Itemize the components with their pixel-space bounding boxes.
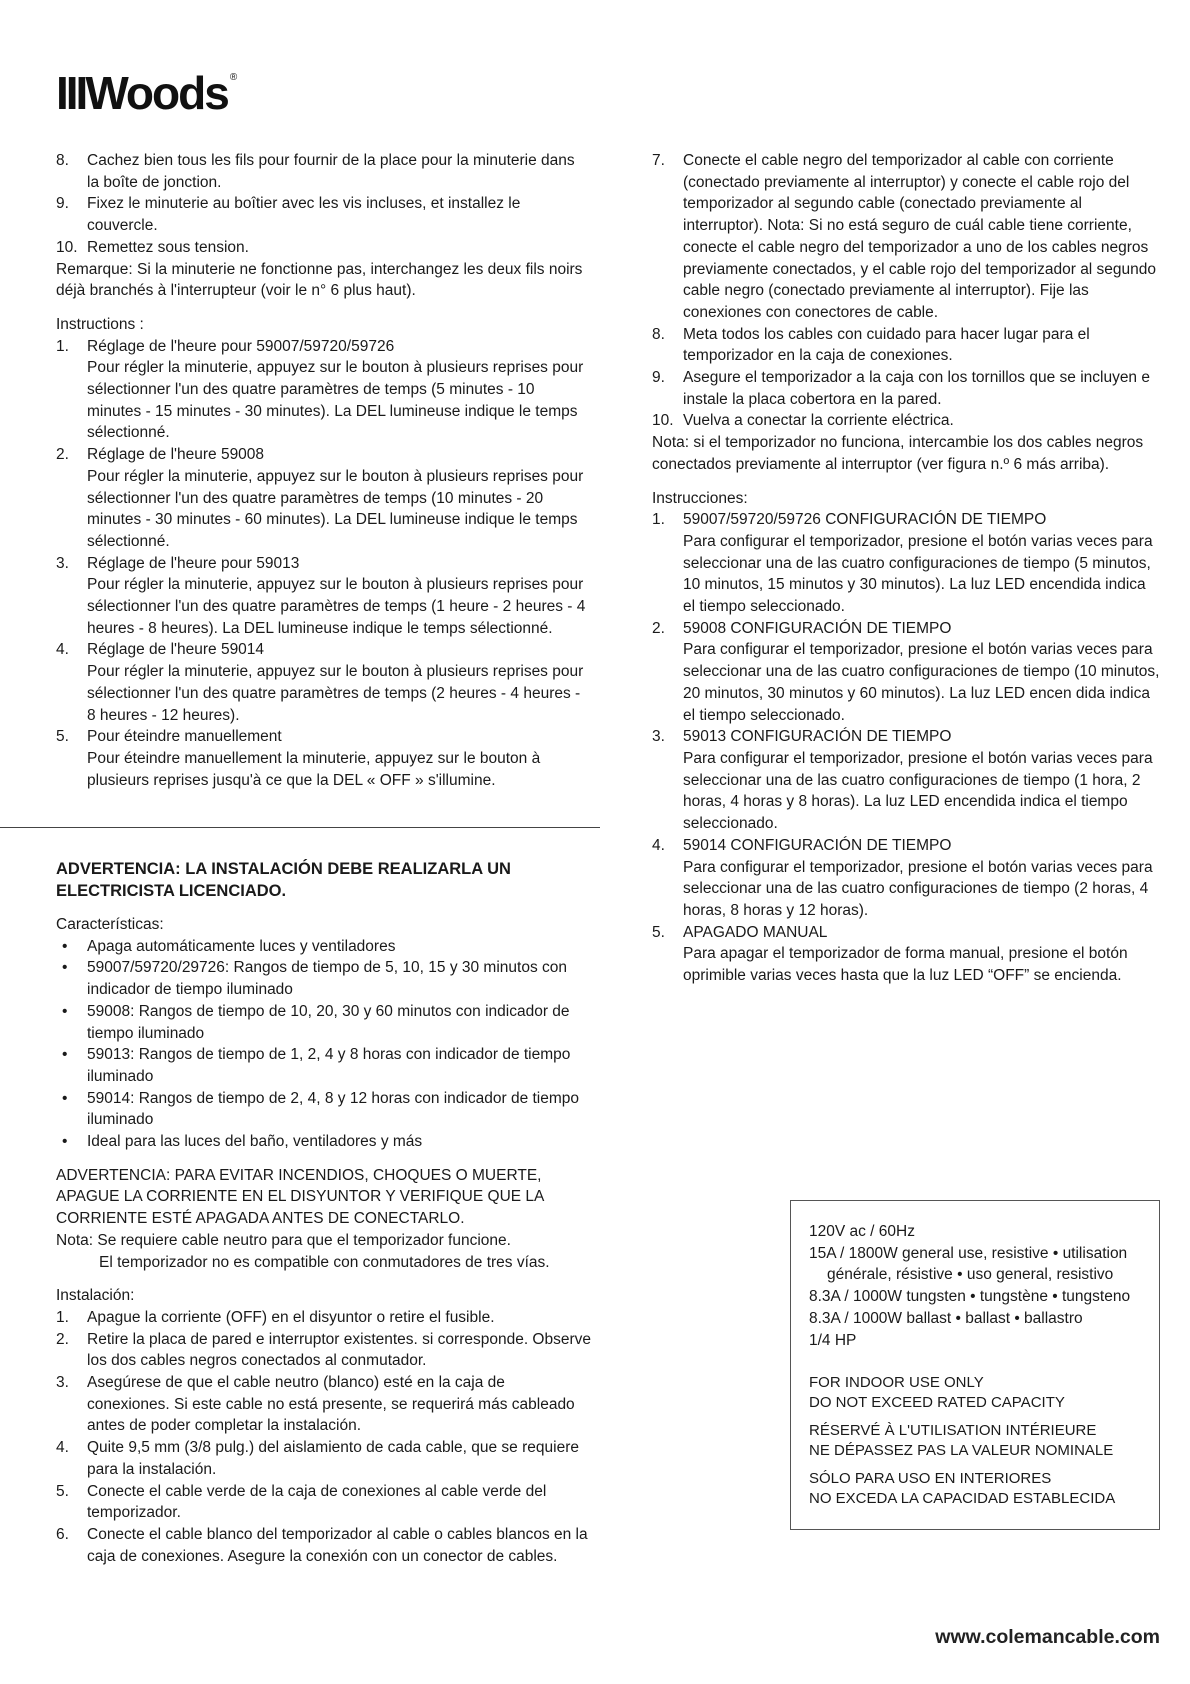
feature-item: • 59008: Rangos de tiempo de 10, 20, 30 y 60 minutos con indicador de tiempo iluminado <box>56 1001 591 1044</box>
es-instruction-item: 5. APAGADO MANUAL Para apagar el temporizador de forma manual, presione el botón oprimible varias veces hasta que la luz LED “OFF” se encienda. <box>652 923 1128 985</box>
bullet-icon: • <box>62 1002 68 1020</box>
es-install-step: 8. Meta todos los cables con cuidado para hacer lugar para el temporizador en la caja de conexiones. <box>652 325 1090 365</box>
es-install-step: 3. Asegúrese de que el cable neutro (blanco) esté en la caja de conexiones. Si este cable no está presente, se requerirá más cableado antes de poder completar la instalación. <box>56 1374 575 1435</box>
spec-capacity-fr: NE DÉPASSEZ PAS LA VALEUR NOMINALE <box>809 1442 1114 1460</box>
es-install-step: 4. Quite 9,5 mm (3/8 pulg.) del aislamiento de cada cable, que se requiere para la instalación. <box>56 1439 579 1478</box>
feature-item: • 59007/59720/29726: Rangos de tiempo de 5, 10, 15 y 30 minutos con indicador de tiempo iluminado <box>56 957 591 1000</box>
spec-capacity-en: DO NOT EXCEED RATED CAPACITY <box>809 1394 1065 1412</box>
es-install-title: Instalación: <box>56 1287 135 1305</box>
es-install-step: 5. Conecte el cable verde de la caja de conexiones al cable verde del temporizador. <box>56 1482 547 1522</box>
es-install-step: 2. Retire la placa de pared e interruptor existentes. si corresponde. Observe los dos cables negros conectados al conmutador. <box>56 1330 592 1370</box>
spec-capacity-es: NO EXCEDA LA CAPACIDAD ESTABLECIDA <box>809 1490 1116 1508</box>
es-warning-fire: ADVERTENCIA: PARA EVITAR INCENDIOS, CHOQUES O MUERTE, APAGUE LA CORRIENTE EN EL DISYUNTOR Y VERIFIQUE QUE LA CORRIENTE ESTÉ APAGADA ANTES DE CONECTARLO. <box>56 1166 544 1228</box>
spec-voltage: 120V ac / 60Hz <box>809 1223 915 1240</box>
fr-instruction-item: 1. Réglage de l'heure pour 59007/59720/59726 Pour régler la minuterie, appuyez sur le bouton à plusieurs reprises pour sélectionner l'un des quatre paramètres de temps (5 minutes - 10 minutes - 15 minutes - 30 minutes). La DEL lumineuse indique le temps sélectionné. <box>56 337 584 442</box>
es-note-right: Nota: si el temporizador no funciona, intercambie los dos cables negros conectados previamente al interruptor (ver figura n.º 6 más arriba). <box>652 434 1144 473</box>
es-install-step: 6. Conecte el cable blanco del temporizador al cable o cables blancos en la caja de conexiones. Asegure la conexión con un conector de cables. <box>56 1525 588 1565</box>
french-section <box>56 150 591 791</box>
spec-indoor-fr: RÉSERVÉ À L'UTILISATION INTÉRIEURE <box>809 1422 1097 1440</box>
woods-logo: IIIWoods ® <box>56 67 236 119</box>
es-features-title: Características: <box>56 916 164 933</box>
es-instruction-item: 3. 59013 CONFIGURACIÓN DE TIEMPO Para configurar el temporizador, presione el botón varias veces para seleccionar una de las cuatro configuraciones de tiempo (1 hora, 2 horas, 4 horas y 8 horas). La luz LED encendida indica el tiempo seleccionado. <box>652 728 1153 833</box>
section-divider <box>0 827 600 828</box>
es-instruction-item: 1. 59007/59720/59726 CONFIGURACIÓN DE TIEMPO Para configurar el temporizador, presione el botón varias veces para seleccionar una de las cuatro configuraciones de tiempo (5 minutos, 10 minutos, 15 minutos y 30 minutos). La luz LED encendida indica el tiempo seleccionado. <box>652 511 1153 616</box>
spec-tungsten: 8.3A / 1000W tungsten • tungstène • tungsteno <box>809 1288 1131 1306</box>
es-note-neutral: Nota: Se requiere cable neutro para que el temporizador funcione. <box>56 1231 511 1249</box>
fr-install-step: 10. Remettez sous tension. <box>56 238 249 256</box>
es-instructions-title: Instrucciones: <box>652 489 748 507</box>
fr-note: Remarque: Si la minuterie ne fonctionne pas, interchangez les deux fils noirs déjà branchés à l'interrupteur (voir le n° 6 plus haut). <box>56 260 583 300</box>
spec-indoor-es: SÓLO PARA USO EN INTERIORES <box>809 1470 1052 1488</box>
es-instruction-item: 2. 59008 CONFIGURACIÓN DE TIEMPO Para configurar el temporizador, presione el botón varias veces para seleccionar una de las cuatro configuraciones de tiempo (10 minutos, 20 minutos, 30 minutos y 60 minutos). La luz LED encen dida indica el tiempo seleccionado. <box>652 619 1160 724</box>
es-instruction-item: 4. 59014 CONFIGURACIÓN DE TIEMPO Para configurar el temporizador, presione el botón varias veces para seleccionar una de las cuatro configuraciones de tiempo (2 horas, 4 horas, 8 horas y 12 horas). <box>652 836 1153 919</box>
es-warning-title: ADVERTENCIA: LA INSTALACIÓN DEBE REALIZARLA UN ELECTRICISTA LICENCIADO. <box>56 860 511 900</box>
feature-item: • Apaga automáticamente luces y ventiladores <box>56 936 591 958</box>
es-install-step: 7. Conecte el cable negro del temporizador al cable con corriente (conectado previamente al interruptor) y conecte el cable rojo del temporizador al segundo cable (conectado previamente al interruptor). Nota: Si no está seguro de cuál cable tiene corriente, conecte el cable negro del temporizador a uno de los cables negros previamente conectados, y el cable rojo del temporizador al segundo cable negro (conectado previamente al interruptor). Fije las conexiones con conectores de cable. <box>652 152 1157 321</box>
fr-install-step: 9. Fixez le minuterie au boîtier avec les vis incluses, et installez le couvercle. <box>56 195 521 235</box>
feature-item: • Ideal para las luces del baño, ventiladores y más <box>56 1131 591 1153</box>
fr-instruction-item: 3. Réglage de l'heure pour 59013 Pour régler la minuterie, appuyez sur le bouton à plusieurs reprises pour sélectionner l'un des quatre paramètres de temps (1 heure - 2 heures - 4 heures - 8 heures). La DEL lumineuse indique le temps sélectionné. <box>56 554 586 637</box>
spanish-section-right <box>652 150 1162 987</box>
bullet-icon: • <box>62 937 68 955</box>
fr-instruction-item: 5. Pour éteindre manuellement Pour éteindre manuellement la minuterie, appuyez sur le bouton à plusieurs reprises jusqu'à ce que la DEL « OFF » s'illumine. <box>56 728 541 789</box>
bullet-icon: • <box>62 959 68 977</box>
es-install-step: 1. Apague la corriente (OFF) en el disyuntor o retire el fusible. <box>56 1308 495 1326</box>
fr-instructions-title: Instructions : <box>56 315 144 333</box>
es-note-three-way: El temporizador no es compatible con conmutadores de tres vías. <box>99 1253 550 1271</box>
website-url[interactable]: www.colemancable.com <box>935 1626 1160 1648</box>
es-install-step: 9. Asegure el temporizador a la caja con los tornillos que se incluyen e instale la placa cobertora en la pared. <box>652 369 1150 408</box>
bullet-icon: • <box>62 1046 68 1064</box>
bullet-icon: • <box>62 1133 68 1151</box>
feature-item: • 59014: Rangos de tiempo de 2, 4, 8 y 12 horas con indicador de tiempo iluminado <box>56 1088 591 1131</box>
spec-indoor-en: FOR INDOOR USE ONLY <box>809 1374 984 1392</box>
rating-spec-box <box>790 1200 1160 1530</box>
spec-ballast: 8.3A / 1000W ballast • ballast • ballastro <box>809 1309 1083 1327</box>
fr-install-step: 8. Cachez bien tous les fils pour fournir de la place pour la minuterie dans la boîte de jonction. <box>56 152 575 191</box>
bullet-icon: • <box>62 1089 68 1107</box>
spec-general-use: 15A / 1800W general use, resistive • utilisation générale, résistive • uso general, resistivo <box>809 1244 1128 1284</box>
es-install-step: 10. Vuelva a conectar la corriente eléctrica. <box>652 412 954 430</box>
spanish-section-left <box>56 858 591 1567</box>
spec-hp: 1/4 HP <box>809 1331 857 1349</box>
fr-instruction-item: 2. Réglage de l'heure 59008 Pour régler la minuterie, appuyez sur le bouton à plusieurs reprises pour sélectionner l'un des quatre paramètres de temps (10 minutes - 20 minutes - 30 minutes - 60 minutes). La DEL lumineuse indique le temps sélectionné. <box>56 446 584 550</box>
feature-item: • 59013: Rangos de tiempo de 1, 2, 4 y 8 horas con indicador de tiempo iluminado <box>56 1044 591 1087</box>
fr-instruction-item: 4. Réglage de l'heure 59014 Pour régler la minuterie, appuyez sur le bouton à plusieurs reprises pour sélectionner l'un des quatre paramètres de temps (2 heures - 4 heures - 8 heures - 12 heures). <box>56 641 584 724</box>
